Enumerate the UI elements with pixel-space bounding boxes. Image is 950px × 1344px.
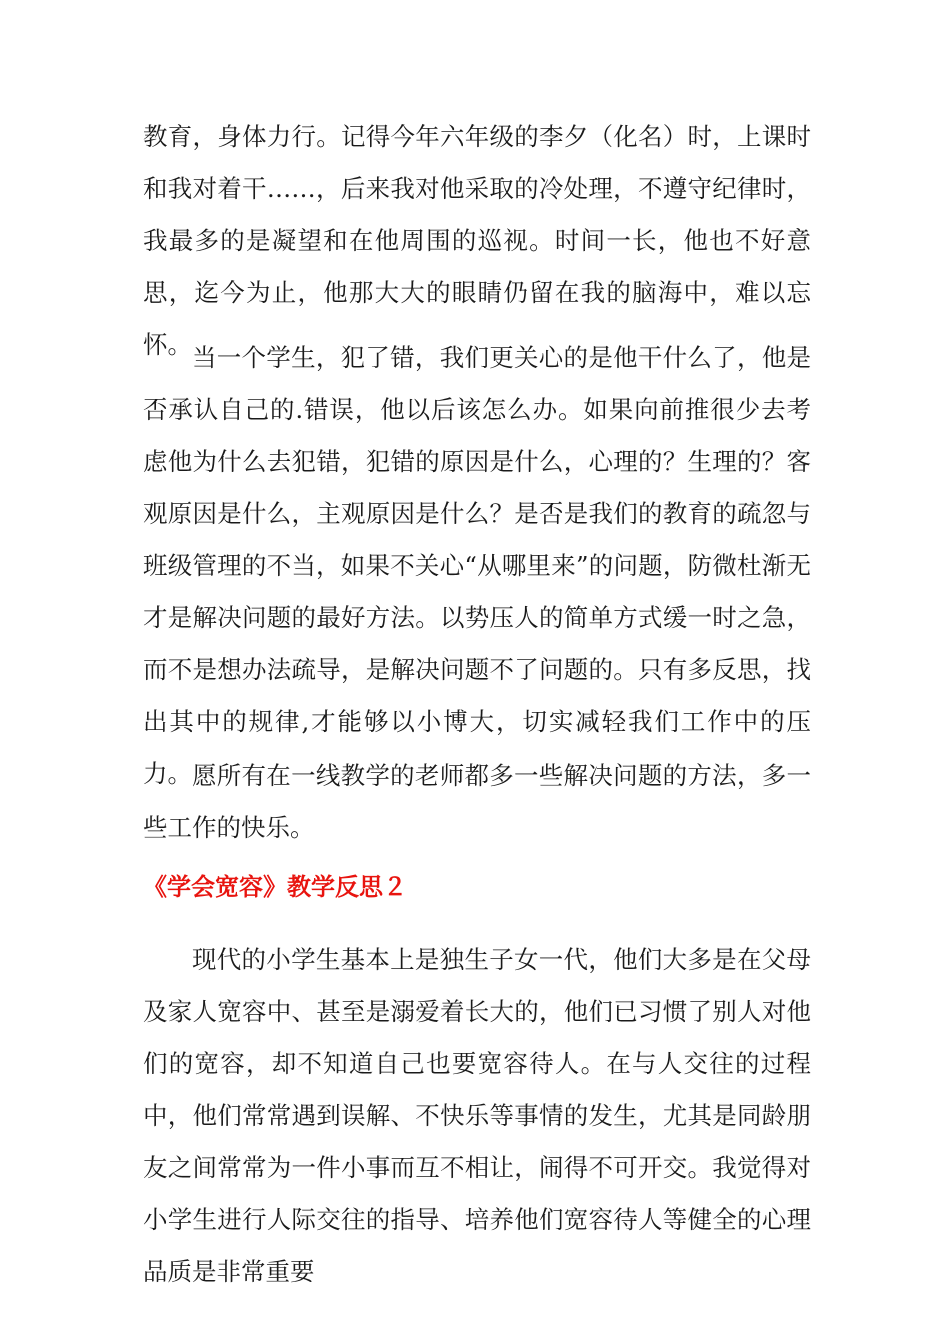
section-heading: 《学会宽容》教学反思２ (143, 873, 407, 901)
paragraph-wish: 愿所有在一线教学的老师都多一些解决问题的方法，多一些工作的快乐。 (143, 761, 811, 842)
paragraph-section-intro: 现代的小学生基本上是独生子女一代，他们大多是在父母及家人宽容中、甚至是溺爱着长大的，他们已习惯了别人对他们的宽容，却不知道自己也要宽容待人。在与人交往的过程中，他们常常遇到误解、不快乐等事情的发生，尤其是同龄朋友之间常常为一件小事而互不相让，闹得不可开交。我觉得对小学生进行人际交往的指导、培养他们宽容待人等健全的心理品质是非常重要 (143, 945, 811, 1286)
paragraph-continuation: 教育，身体力行。记得今年六年级的李夕（化名）时，上课时和我对着干……，后来我对他采取的冷处理，不遵守纪律时，我最多的是凝望和在他周围的巡视。时间一长，他也不好意思，迄今为止，他那大大的眼睛仍留在我的脑海中，难以忘怀。 (143, 122, 811, 359)
paragraph-student-mistakes: 当一个学生，犯了错，我们更关心的是他干什么了，他是否承认自己的.错误，他以后该怎么办。如果向前推很少去考虑他为什么去犯错，犯错的原因是什么，心理的？生理的？客观原因是什么，主观原因是什么？是否是我们的教育的疏忽与班级管理的不当，如果不关心“从哪里来”的问题，防微杜渐无才是解决问题的最好方法。以势压人的简单方式缓一时之急，而不是想办法疏导，是解决问题不了问题的。只有多反思，找出其中的规律,才能够以小博大，切实减轻我们工作中的压力。 (143, 343, 811, 788)
